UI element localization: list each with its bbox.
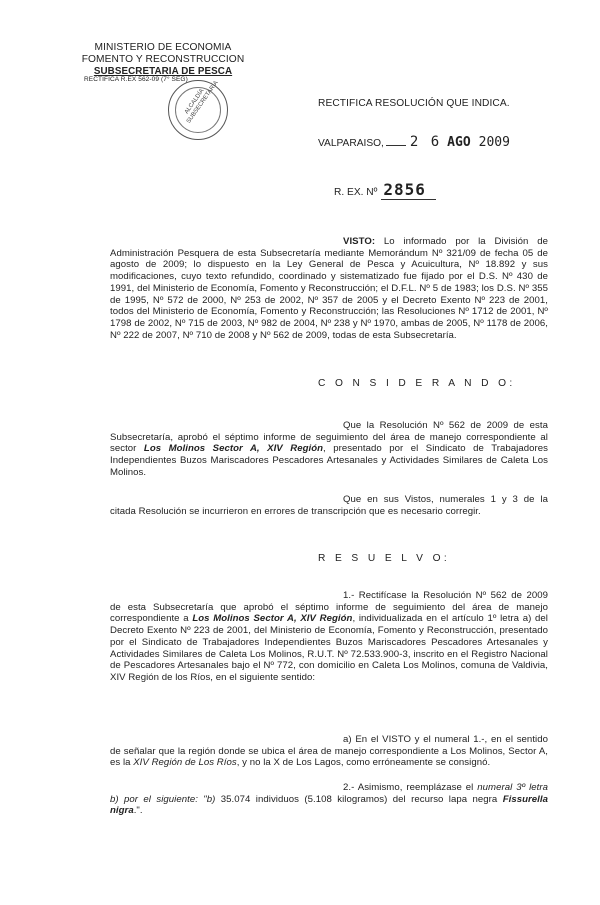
date-day: 2 6 xyxy=(409,134,442,150)
considerando-paragraph-2 xyxy=(110,494,548,517)
considerando-p1-text-c: , presentado por el Sindicato de Trabajadores Independientes Buzos Mariscadores Pescadores Artesanales y Actividades Similares de Caleta Los Molinos. xyxy=(110,443,548,478)
date-dash xyxy=(386,145,406,146)
resuelvo-p2-region: XIV Región de Los Ríos xyxy=(133,757,237,769)
resuelvo-p3-species: Fissurella nigra xyxy=(110,793,548,817)
resuelvo-p1-text-a: 1.- Rectifícase la Resolución Nº 562 de 2009 de esta Subsecretaría que aprobó el séptimo informe de seguimiento del área de manejo correspondiente a xyxy=(110,590,548,625)
ministry-name: MINISTERIO DE ECONOMIA xyxy=(94,42,232,53)
resolution-number-line xyxy=(334,180,436,200)
resuelvo-p2-text-a: a) En el VISTO y el numeral 1.-, en el sentido de señalar que la región donde se ubica el área de manejo correspondiente a Los Molinos, Sector A, es la xyxy=(110,734,548,769)
considerando-paragraph-1 xyxy=(110,420,548,479)
visto-paragraph xyxy=(110,236,548,341)
resuelvo-paragraph-2 xyxy=(110,734,548,769)
resuelvo-p3-text-a: 2.- Asimismo, reemplázase el xyxy=(343,782,478,793)
resuelvo-p1-sector: Los Molinos Sector A, XIV Región xyxy=(192,613,353,625)
date-line xyxy=(318,134,510,150)
resuelvo-heading: R E S U E L V O: xyxy=(318,553,451,564)
resuelvo-p2-text-c: , y no la X de Los Lagos, como erróneamente se consignó. xyxy=(236,757,491,769)
rex-number: 2856 xyxy=(381,180,436,200)
visto-text: Lo informado por la División de Administración Pesquera de esta Subsecretaría mediante Memorándum Nº 321/09 de fecha 05 de agosto de 2009; lo dispuesto en la Ley General de Pesca y Acuicultura, Nº 18.892 y sus modificaciones, cuyo texto refundido, coordinado y sistematizado fue fijado por el D.S. Nº 430 de 1991, del Ministerio de Economía, Fomento y Reconstrucción; el D.F.L. Nº 5 de 1983; los D.S. Nº 355 de 1995, Nº 572 de 2000, Nº 253 de 2002, Nº 357 de 2005 y el Decreto Exento Nº 223 de 2001, todos del Ministerio de Economía, Fomento y Reconstrucción; las Resoluciones Nº 1712 de 2001, Nº 1798 de 2002, Nº 715 de 2003, Nº 982 de 2004, Nº 238 y Nº 1970, ambas de 2005, Nº 1178 de 2006, Nº 222 de 2007, Nº 710 de 2008 y Nº 562 de 2009, todas de esta Subsecretaría. xyxy=(110,236,548,341)
subsecretaria-name: SUBSECRETARIA DE PESCA xyxy=(93,66,233,77)
date-month: AGO xyxy=(447,135,471,150)
resuelvo-p3-text-c: 35.074 individuos (5.108 kilogramos) del recurso lapa negra xyxy=(215,793,503,805)
visto-label: VISTO: xyxy=(343,236,376,247)
internal-ref: RECTIFICA R.EX 562-09 (7° SEG) xyxy=(84,76,188,83)
resuelvo-p3-text-e: .". xyxy=(133,805,143,817)
considerando-p1-text-a: Que la Resolución Nº 562 de 2009 de esta Subsecretaría, aprobó el séptimo informe de seguimiento del área de manejo correspondiente al sector xyxy=(110,420,548,455)
rex-label: R. EX. Nº xyxy=(334,187,378,198)
considerando-heading: C O N S I D E R A N D O: xyxy=(318,378,516,389)
considerando-p1-sector: Los Molinos Sector A, XIV Región xyxy=(143,443,324,455)
date-year: 2009 xyxy=(478,135,510,150)
document-reference: RECTIFICA RESOLUCIÓN QUE INDICA. xyxy=(318,98,510,109)
resuelvo-paragraph-1 xyxy=(110,590,548,684)
date-city: VALPARAISO, xyxy=(318,138,384,149)
considerando-p2-text: Que en sus Vistos, numerales 1 y 3 de la citada Resolución se incurrieron en errores de transcripción que es necesario corregir. xyxy=(110,494,548,517)
resuelvo-p3-numeral: numeral 3º letra b) por el siguiente: "b) xyxy=(110,782,548,805)
resuelvo-paragraph-3 xyxy=(110,782,548,817)
ministry-subtitle: FOMENTO Y RECONSTRUCCION xyxy=(81,54,245,65)
official-stamp xyxy=(168,80,228,140)
stamp-text: ALCALDÍA SUBSECRETARÍA xyxy=(183,80,220,125)
resuelvo-p1-text-c: , individualizada en el artículo 1º letra a) del Decreto Exento Nº 223 de 2001, del Ministerio de Economía, Fomento y Reconstrucción, presentado por el Sindicato de Trabajadores Independientes Buzos Mariscadores Pescadores Artesanales y Actividades Similares de Caleta Los Molinos, R.U.T. Nº 72.533.900-3, inscrito en el Registro Nacional de Pescadores Artesanales bajo el Nº 772, con domicilio en Caleta Los Molinos, comuna de Valdivia, XIV Región de los Ríos, en el siguiente sentido: xyxy=(110,613,548,683)
